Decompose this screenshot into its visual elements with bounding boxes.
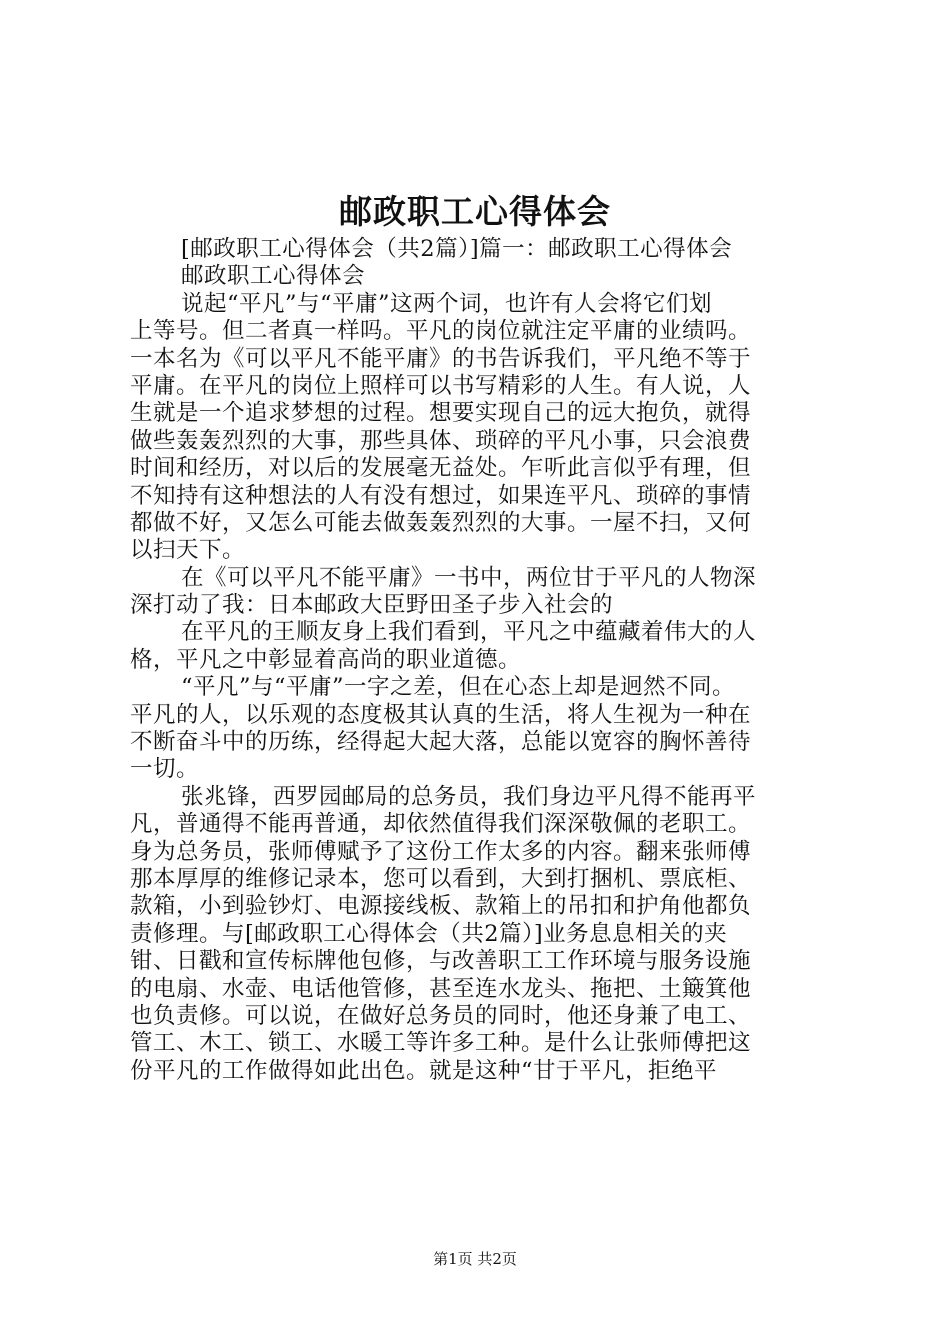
body-line: 钳、日戳和宣传标牌他包修，与改善职工工作环境与服务设施 bbox=[130, 948, 752, 975]
body-line: 都做不好，又怎么可能去做轰轰烈烈的大事。一屋不扫，又何 bbox=[130, 509, 752, 536]
body-line: 深打动了我：日本邮政大臣野田圣子步入社会的 bbox=[130, 592, 614, 619]
body-line: 张兆锋，西罗园邮局的总务员，我们身边平凡得不能再平 bbox=[181, 783, 757, 810]
body-line: 凡，普通得不能再普通，却依然值得我们深深敬佩的老职工。 bbox=[130, 811, 752, 838]
body-line: 说起“平凡”与“平庸”这两个词，也许有人会将它们划 bbox=[181, 290, 713, 317]
document-title: 邮政职工心得体会 bbox=[339, 192, 611, 231]
body-line: 上等号。但二者真一样吗。平凡的岗位就注定平庸的业绩吗。 bbox=[130, 318, 752, 345]
body-line: 的电扇、水壶、电话他管修，甚至连水龙头、拖把、土簸箕他 bbox=[130, 975, 752, 1002]
body-line: 一切。 bbox=[130, 756, 200, 783]
body-line: 邮政职工心得体会 bbox=[181, 263, 366, 290]
body-line: 身为总务员，张师傅赋予了这份工作太多的内容。翻来张师傅 bbox=[130, 838, 752, 865]
body-line: “平凡”与“平庸”一字之差，但在心态上却是迥然不同。 bbox=[181, 674, 736, 701]
body-line: 在《可以平凡不能平庸》一书中，两位甘于平凡的人物深 bbox=[181, 564, 757, 591]
body-line: 生就是一个追求梦想的过程。想要实现自己的远大抱负，就得 bbox=[130, 400, 752, 427]
body-line: 也负责修。可以说，在做好总务员的同时，他还身兼了电工、 bbox=[130, 1002, 752, 1029]
body-line: 责修理。与[邮政职工心得体会（共2篇）]业务息息相关的夹 bbox=[130, 920, 728, 947]
body-line: 不断奋斗中的历练，经得起大起大落，总能以宽容的胸怀善待 bbox=[130, 729, 752, 756]
body-line: 管工、木工、锁工、水暖工等许多工种。是什么让张师傅把这 bbox=[130, 1030, 752, 1057]
body-line: 一本名为《可以平凡不能平庸》的书告诉我们，平凡绝不等于 bbox=[130, 345, 752, 372]
body-line: [邮政职工心得体会（共2篇）]篇一：邮政职工心得体会 bbox=[181, 236, 733, 262]
body-line: 以扫天下。 bbox=[130, 537, 246, 564]
body-line: 平凡的人，以乐观的态度极其认真的生活，将人生视为一种在 bbox=[130, 701, 752, 728]
body-line: 在平凡的王顺友身上我们看到，平凡之中蕴藏着伟大的人 bbox=[181, 619, 757, 646]
page-footer: 第1页 共2页 bbox=[433, 1250, 517, 1268]
body-line: 格，平凡之中彰显着高尚的职业道德。 bbox=[130, 646, 522, 673]
body-line: 那本厚厚的维修记录本，您可以看到，大到打捆机、票底柜、 bbox=[130, 865, 752, 892]
document-body bbox=[130, 236, 830, 1085]
body-line: 做些轰轰烈烈的大事，那些具体、琐碎的平凡小事，只会浪费 bbox=[130, 427, 752, 454]
body-line: 平庸。在平凡的岗位上照样可以书写精彩的人生。有人说，人 bbox=[130, 372, 752, 399]
body-line: 份平凡的工作做得如此出色。就是这种“甘于平凡，拒绝平 bbox=[130, 1057, 718, 1084]
body-line: 不知持有这种想法的人有没有想过，如果连平凡、琐碎的事情 bbox=[130, 482, 752, 509]
body-line: 款箱，小到验钞灯、电源接线板、款箱上的吊扣和护角他都负 bbox=[130, 893, 752, 920]
body-line: 时间和经历，对以后的发展毫无益处。乍听此言似乎有理，但 bbox=[130, 455, 752, 482]
